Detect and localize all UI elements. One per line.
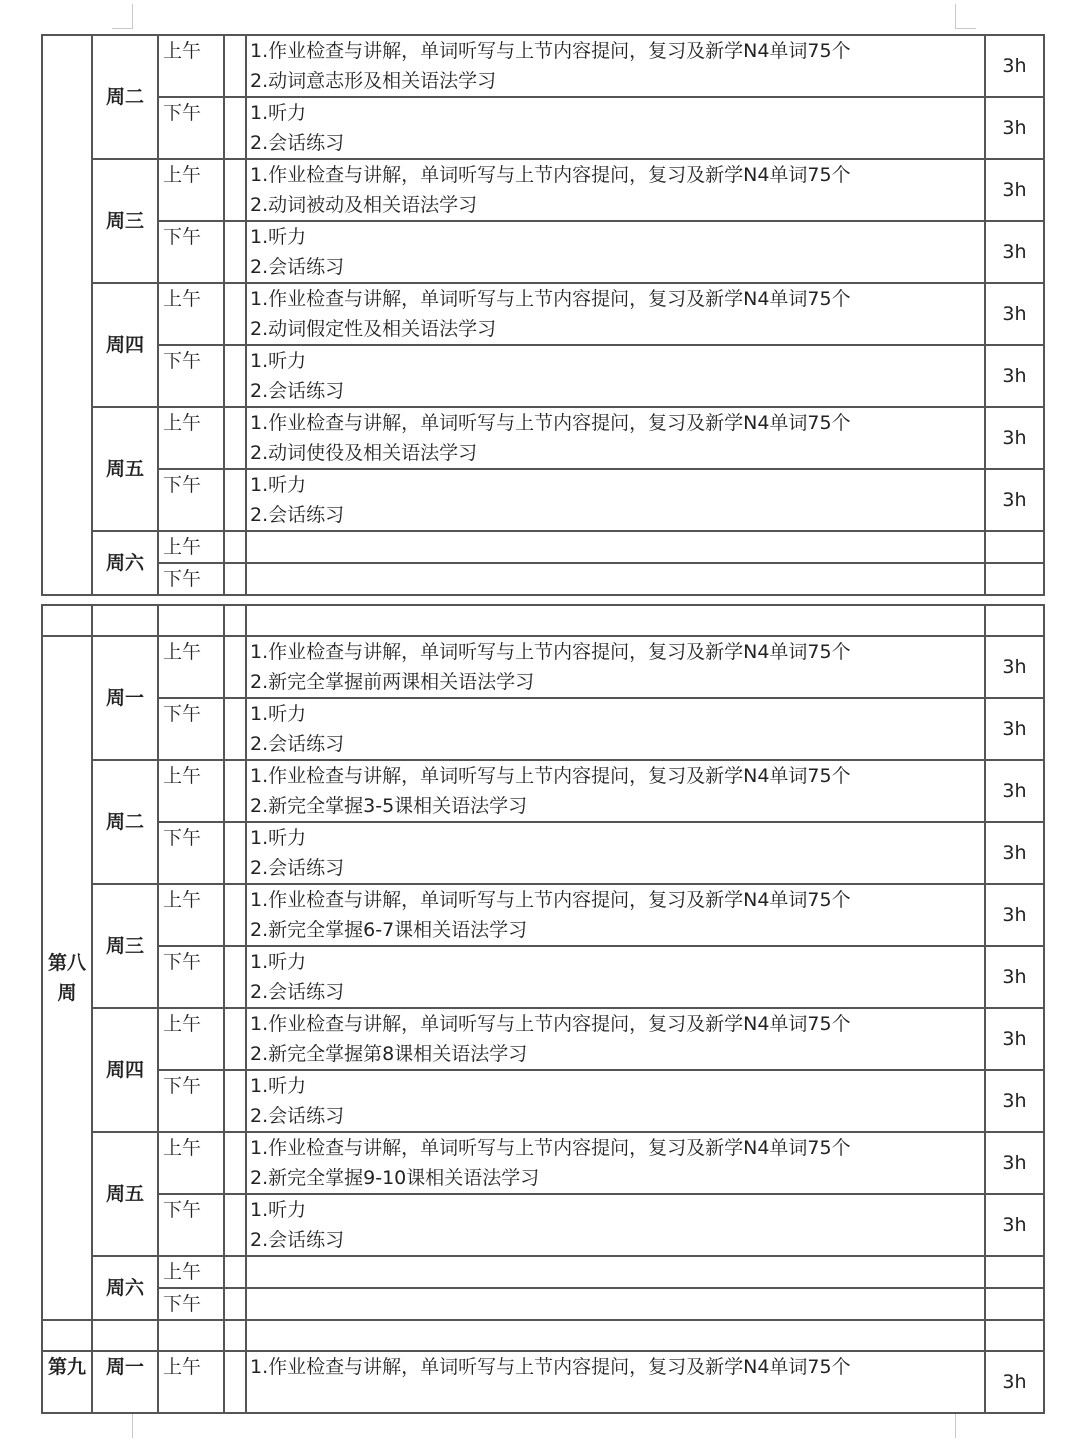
content-cell [246, 1070, 985, 1132]
hours-cell [985, 531, 1044, 563]
schedule-table [41, 34, 1045, 596]
content-line: 1.听力 [250, 703, 307, 725]
content-cell [246, 407, 985, 469]
blank-cell [158, 1320, 224, 1351]
content-line: 1.听力 [250, 827, 307, 849]
content-line: 2.会话练习 [250, 981, 345, 1003]
table-row [42, 1070, 1044, 1132]
content-cell [246, 35, 985, 97]
day-cell: 周二 [92, 760, 158, 884]
table-row [42, 884, 1044, 946]
period-cell: 上午 [158, 1008, 224, 1070]
blank-cell [985, 605, 1044, 636]
crop-mark-bottom-left [112, 1413, 133, 1438]
blank-cell [224, 97, 246, 159]
period-cell: 上午 [158, 283, 224, 345]
table-row [42, 822, 1044, 884]
hours-cell: 3h [985, 822, 1044, 884]
content-line: 1.作业检查与讲解，单词听写与上节内容提问，复习及新学N4单词75个 [250, 40, 851, 62]
blank-cell [224, 698, 246, 760]
day-cell: 周五 [92, 407, 158, 531]
table-row [42, 760, 1044, 822]
period-cell: 上午 [158, 1256, 224, 1288]
content-cell [246, 1351, 985, 1413]
hours-cell: 3h [985, 1194, 1044, 1256]
content-line: 2.动词意志形及相关语法学习 [250, 70, 497, 92]
content-line: 2.新完全掌握第8课相关语法学习 [250, 1043, 528, 1065]
period-cell: 下午 [158, 221, 224, 283]
content-line: 2.会话练习 [250, 733, 345, 755]
blank-cell [224, 884, 246, 946]
period-cell: 下午 [158, 946, 224, 1008]
blank-cell [42, 1320, 92, 1351]
week-cell [42, 636, 92, 1320]
table-row [42, 35, 1044, 97]
schedule-table-continued [41, 604, 1045, 1414]
content-line: 2.会话练习 [250, 504, 345, 526]
hours-cell [985, 1256, 1044, 1288]
hours-cell: 3h [985, 345, 1044, 407]
content-line: 1.作业检查与讲解，单词听写与上节内容提问，复习及新学N4单词75个 [250, 889, 851, 911]
blank-cell [224, 221, 246, 283]
period-cell: 下午 [158, 1288, 224, 1320]
content-cell [246, 159, 985, 221]
blank-cell [224, 563, 246, 595]
period-cell: 上午 [158, 35, 224, 97]
content-line: 2.会话练习 [250, 380, 345, 402]
day-cell: 周三 [92, 884, 158, 1008]
content-line: 1.作业检查与讲解，单词听写与上节内容提问，复习及新学N4单词75个 [250, 1137, 851, 1159]
content-cell [246, 345, 985, 407]
content-cell [246, 760, 985, 822]
period-cell: 下午 [158, 822, 224, 884]
period-cell: 上午 [158, 1351, 224, 1413]
blank-cell [224, 1070, 246, 1132]
blank-cell [224, 1132, 246, 1194]
table-row [42, 1288, 1044, 1320]
period-cell: 下午 [158, 698, 224, 760]
content-cell [246, 1288, 985, 1320]
content-line: 1.作业检查与讲解，单词听写与上节内容提问，复习及新学N4单词75个 [250, 1013, 851, 1035]
content-line: 1.听力 [250, 102, 307, 124]
day-cell: 周三 [92, 159, 158, 283]
content-cell [246, 636, 985, 698]
table-row [42, 345, 1044, 407]
crop-mark-top-left [112, 4, 133, 29]
blank-cell [224, 946, 246, 1008]
blank-cell [224, 531, 246, 563]
separator-row [42, 605, 1044, 636]
content-cell [246, 1132, 985, 1194]
content-cell [246, 946, 985, 1008]
table-row [42, 636, 1044, 698]
blank-cell [224, 760, 246, 822]
table-row [42, 1351, 1044, 1413]
content-cell [246, 1008, 985, 1070]
day-cell: 周六 [92, 1256, 158, 1320]
hours-cell: 3h [985, 884, 1044, 946]
content-cell [246, 822, 985, 884]
blank-cell [224, 1320, 246, 1351]
blank-cell [224, 1008, 246, 1070]
hours-cell: 3h [985, 407, 1044, 469]
content-line: 1.听力 [250, 226, 307, 248]
hours-cell: 3h [985, 1132, 1044, 1194]
content-cell [246, 884, 985, 946]
content-line: 1.作业检查与讲解，单词听写与上节内容提问，复习及新学N4单词75个 [250, 288, 851, 310]
content-line: 1.作业检查与讲解，单词听写与上节内容提问，复习及新学N4单词75个 [250, 765, 851, 787]
content-line: 2.会话练习 [250, 256, 345, 278]
blank-cell [42, 605, 92, 636]
hours-cell: 3h [985, 946, 1044, 1008]
day-cell: 周一 [92, 636, 158, 760]
period-cell: 上午 [158, 760, 224, 822]
blank-cell [246, 1320, 985, 1351]
blank-cell [158, 605, 224, 636]
period-cell: 上午 [158, 636, 224, 698]
content-line: 2.会话练习 [250, 132, 345, 154]
period-cell: 上午 [158, 407, 224, 469]
content-line: 2.新完全掌握6-7课相关语法学习 [250, 919, 528, 941]
content-line: 2.新完全掌握前两课相关语法学习 [250, 671, 535, 693]
day-cell: 周一 [92, 1351, 158, 1413]
content-cell [246, 283, 985, 345]
table-row [42, 1008, 1044, 1070]
content-line: 1.听力 [250, 474, 307, 496]
content-line: 1.作业检查与讲解，单词听写与上节内容提问，复习及新学N4单词75个 [250, 164, 851, 186]
blank-cell [224, 1256, 246, 1288]
content-cell [246, 1194, 985, 1256]
period-cell: 上午 [158, 1132, 224, 1194]
period-cell: 上午 [158, 159, 224, 221]
table-row [42, 407, 1044, 469]
blank-cell [224, 159, 246, 221]
blank-cell [224, 35, 246, 97]
blank-cell [224, 345, 246, 407]
blank-cell [224, 636, 246, 698]
hours-cell: 3h [985, 469, 1044, 531]
table-row [42, 221, 1044, 283]
hours-cell: 3h [985, 159, 1044, 221]
period-cell: 下午 [158, 1070, 224, 1132]
content-cell [246, 563, 985, 595]
separator-row [42, 1320, 1044, 1351]
hours-cell: 3h [985, 1070, 1044, 1132]
period-cell: 下午 [158, 469, 224, 531]
blank-cell [92, 605, 158, 636]
content-cell [246, 221, 985, 283]
content-line: 1.作业检查与讲解，单词听写与上节内容提问，复习及新学N4单词75个 [250, 1356, 851, 1378]
table-row [42, 1132, 1044, 1194]
blank-cell [246, 605, 985, 636]
table-row [42, 531, 1044, 563]
hours-cell [985, 563, 1044, 595]
period-cell: 上午 [158, 531, 224, 563]
week-cell: 第九 [42, 1351, 92, 1413]
content-line: 1.作业检查与讲解，单词听写与上节内容提问，复习及新学N4单词75个 [250, 641, 851, 663]
table-row [42, 1256, 1044, 1288]
crop-mark-top-right [955, 4, 976, 29]
content-cell [246, 698, 985, 760]
blank-cell [224, 469, 246, 531]
content-cell [246, 469, 985, 531]
content-line: 2.动词假定性及相关语法学习 [250, 318, 497, 340]
blank-cell [224, 1351, 246, 1413]
table-row [42, 1194, 1044, 1256]
hours-cell: 3h [985, 1008, 1044, 1070]
day-cell: 周四 [92, 283, 158, 407]
week-cell [42, 35, 92, 595]
period-cell: 下午 [158, 97, 224, 159]
crop-mark-bottom-right [955, 1413, 976, 1438]
content-cell [246, 97, 985, 159]
table-row [42, 97, 1044, 159]
content-cell [246, 531, 985, 563]
day-cell: 周六 [92, 531, 158, 595]
content-line: 2.动词使役及相关语法学习 [250, 442, 478, 464]
content-line: 2.会话练习 [250, 1229, 345, 1251]
period-cell: 上午 [158, 884, 224, 946]
content-line: 2.会话练习 [250, 857, 345, 879]
week-label: 第八周 [47, 952, 86, 1004]
blank-cell [224, 605, 246, 636]
blank-cell [224, 1288, 246, 1320]
content-line: 2.新完全掌握3-5课相关语法学习 [250, 795, 528, 817]
blank-cell [985, 1320, 1044, 1351]
hours-cell: 3h [985, 97, 1044, 159]
table-row [42, 159, 1044, 221]
blank-cell [224, 1194, 246, 1256]
table-row [42, 283, 1044, 345]
blank-cell [224, 822, 246, 884]
hours-cell: 3h [985, 636, 1044, 698]
content-line: 2.动词被动及相关语法学习 [250, 194, 478, 216]
content-line: 1.听力 [250, 1199, 307, 1221]
hours-cell: 3h [985, 1351, 1044, 1413]
period-cell: 下午 [158, 345, 224, 407]
content-line: 1.听力 [250, 1075, 307, 1097]
hours-cell [985, 1288, 1044, 1320]
content-line: 1.听力 [250, 951, 307, 973]
content-line: 2.新完全掌握9-10课相关语法学习 [250, 1167, 540, 1189]
content-line: 1.作业检查与讲解，单词听写与上节内容提问，复习及新学N4单词75个 [250, 412, 851, 434]
content-line: 1.听力 [250, 350, 307, 372]
table-row [42, 698, 1044, 760]
hours-cell: 3h [985, 760, 1044, 822]
period-cell: 下午 [158, 563, 224, 595]
hours-cell: 3h [985, 283, 1044, 345]
hours-cell: 3h [985, 35, 1044, 97]
table-row [42, 469, 1044, 531]
content-cell [246, 1256, 985, 1288]
content-line: 2.会话练习 [250, 1105, 345, 1127]
period-cell: 下午 [158, 1194, 224, 1256]
day-cell: 周五 [92, 1132, 158, 1256]
blank-cell [224, 283, 246, 345]
blank-cell [92, 1320, 158, 1351]
hours-cell: 3h [985, 221, 1044, 283]
day-cell: 周四 [92, 1008, 158, 1132]
day-cell: 周二 [92, 35, 158, 159]
table-row [42, 946, 1044, 1008]
hours-cell: 3h [985, 698, 1044, 760]
blank-cell [224, 407, 246, 469]
table-row [42, 563, 1044, 595]
